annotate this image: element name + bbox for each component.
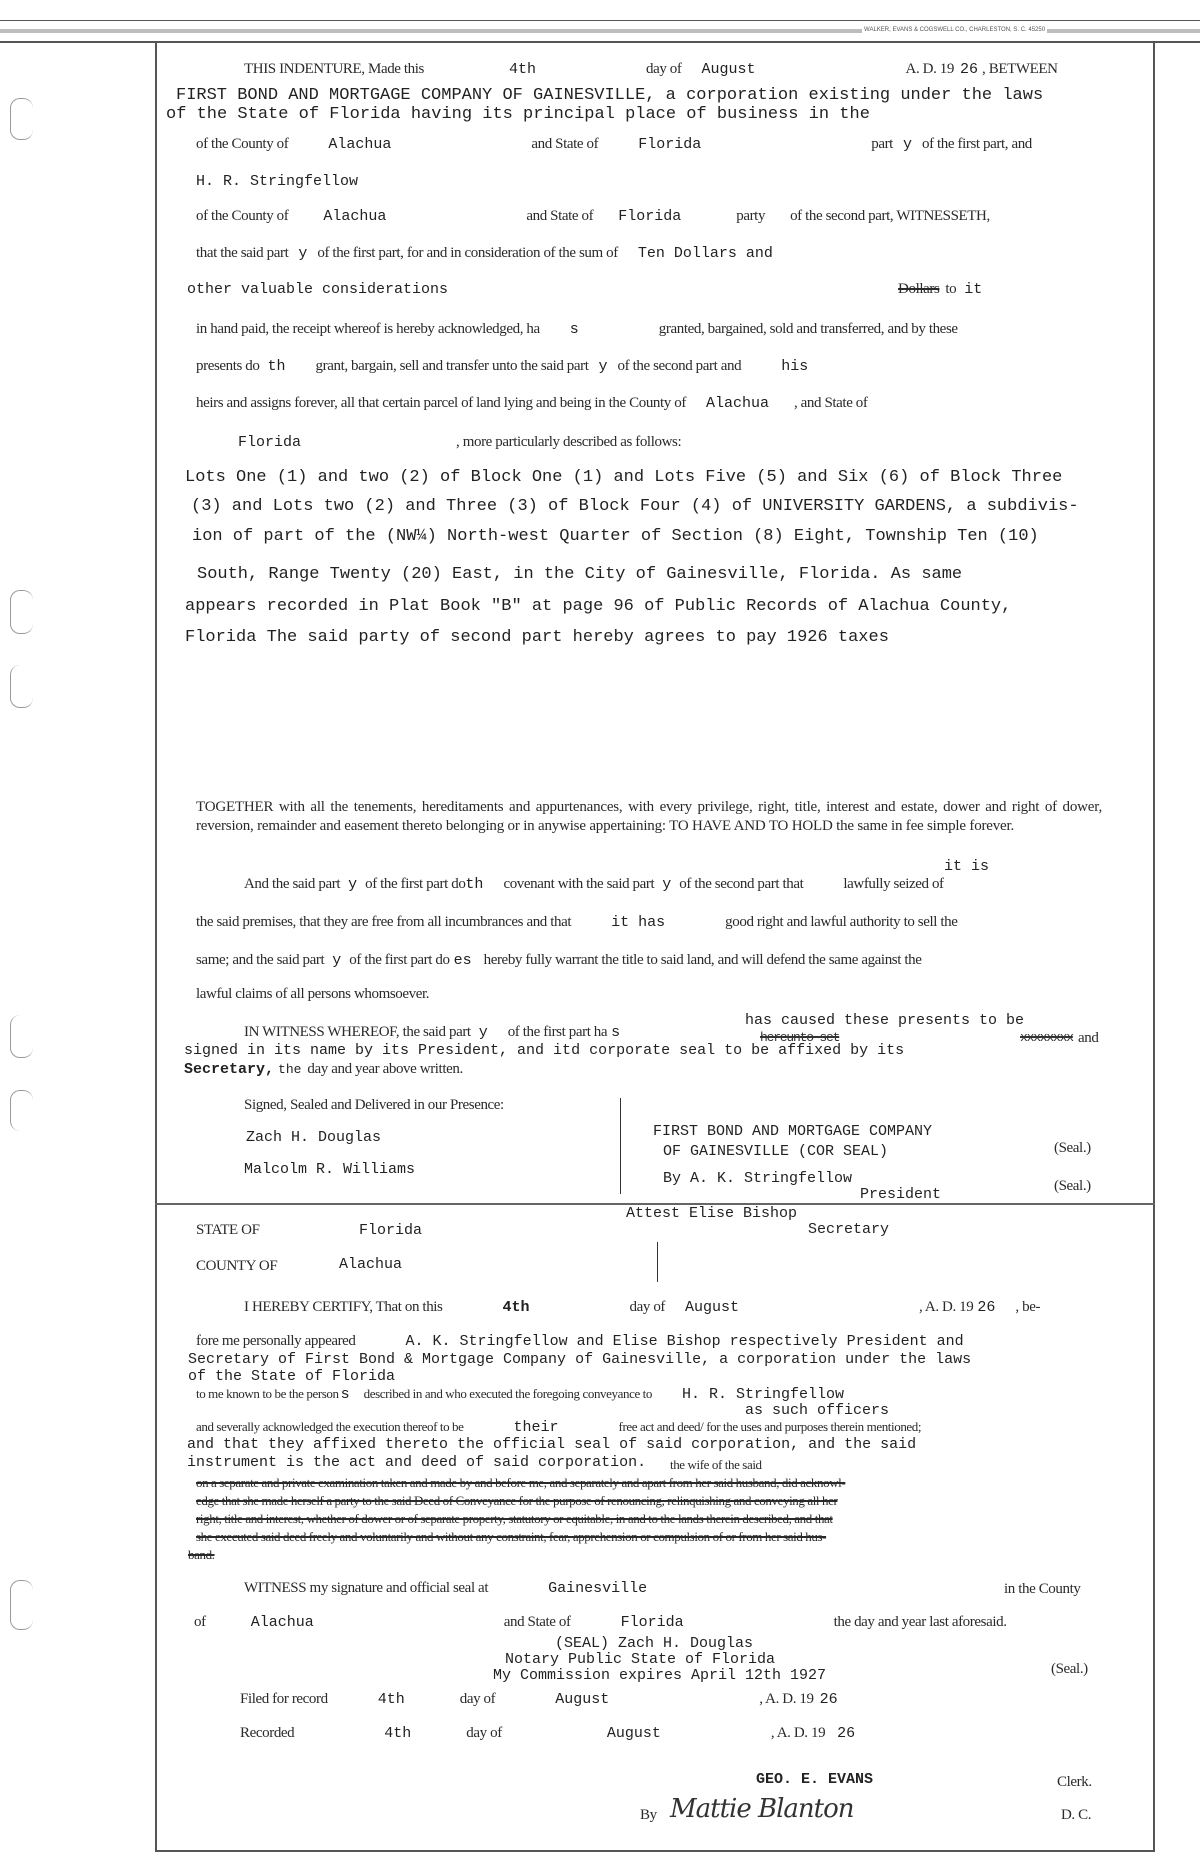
witness-whereof-text: day and year above written. — [307, 1061, 463, 1077]
struck-line: edge that she made herself a party to the said Deed of Conveyance for the purpose of renouncing, relinquishing and conveying all her — [196, 1493, 838, 1508]
ad-label: , A. D. 19 — [770, 1725, 826, 1741]
presence-label: Signed, Sealed and Delivered in our Presence: — [244, 1097, 504, 1113]
binder-hole-mark — [10, 590, 33, 634]
indenture-day: 4th — [508, 61, 536, 78]
ad-label: , A. D. 19 — [919, 1299, 974, 1315]
ack-day: 4th — [502, 1299, 530, 1316]
legal-line: Lots One (1) and two (2) of Block One (1) and Lots Five (5) and Six (6) of Block Three — [185, 468, 1063, 487]
state-of-label: and State of — [503, 1614, 571, 1630]
struck-line: on a separate and private examination taken and made by and before me, and separately and apart from her said husband, did acknowl- — [196, 1475, 846, 1490]
consideration-row — [196, 246, 773, 261]
consideration-text: of the first part, for and in consideration of the sum of — [317, 245, 618, 261]
secretary-typed: Secretary, — [184, 1061, 275, 1078]
day-of-label: day of — [459, 1691, 496, 1707]
recorded-year: 26 — [837, 1725, 856, 1742]
legal-line: ion of part of the (NW¼) North-west Quarter of Section (8) Eight, Township Ten (10) — [192, 527, 1039, 546]
part-label: part — [871, 136, 893, 152]
it-is-typed: it is — [944, 858, 990, 875]
and-state-of: , and State of — [793, 395, 868, 411]
known-text: to me known to be the person — [196, 1386, 339, 1401]
severally-row — [196, 1420, 921, 1435]
legal-line: (3) and Lots two (2) and Three (3) of Block Four (4) of UNIVERSITY GARDENS, a subdivis- — [191, 497, 1079, 516]
filed-year: 26 — [819, 1691, 838, 1708]
part-suffix: y — [298, 245, 308, 262]
it-has-typed: it has — [611, 914, 666, 931]
grant-unto: grant, bargain, sell and transfer unto the said part — [315, 358, 589, 374]
caused-typed: has caused these presents to be — [745, 1012, 1025, 1029]
struck-text: hereunto set — [760, 1030, 840, 1045]
has-suffix: s — [611, 1024, 621, 1041]
land-state: Florida — [238, 434, 302, 451]
attest-name: Attest Elise Bishop — [626, 1205, 798, 1222]
and-label: and — [1078, 1030, 1099, 1046]
part-suffix: y — [662, 876, 672, 893]
county-of-label: COUNTY OF — [196, 1258, 278, 1274]
covenant-row-2 — [196, 915, 958, 930]
bottom-border — [155, 1850, 1155, 1852]
described-text: described in and who executed the foregoing conveyance to — [363, 1386, 652, 1401]
left-border — [155, 42, 157, 1852]
deputy-signature: Mattie Blanton — [670, 1794, 854, 1824]
ack-month: August — [685, 1299, 740, 1316]
struck-line: right, title and interest, whether of dower or of separate property, statutory or equitable, in and to the lands therein described, and that — [196, 1511, 833, 1526]
certify-text: I HEREBY CERTIFY, That on this — [244, 1299, 443, 1315]
legal-line: Florida The said party of second part hereby agrees to pay 1926 taxes — [185, 628, 889, 647]
binder-hole-mark — [10, 1090, 33, 1131]
binder-hole-mark — [10, 98, 33, 140]
covenant-text: And the said part — [244, 876, 341, 892]
to-label: to — [945, 281, 957, 297]
granted-text: granted, bargained, sold and transferred, and by these — [658, 321, 958, 337]
notary-commission: My Commission expires April 12th 1927 — [493, 1667, 827, 1684]
secretary-row — [184, 1062, 463, 1077]
witness-whereof-text: of the first part ha — [507, 1024, 608, 1040]
recorded-month: August — [606, 1725, 661, 1742]
brace — [620, 1098, 621, 1194]
witness-whereof-row — [244, 1025, 620, 1040]
covenant-text: lawfully seized of — [843, 876, 944, 892]
covenant-text: lawful claims of all persons whomsoever. — [196, 986, 430, 1002]
his-typed: his — [781, 358, 809, 375]
witness-seal-row — [244, 1581, 647, 1596]
their-typed: their — [513, 1419, 559, 1436]
seal-label: (Seal.) — [1054, 1178, 1091, 1194]
day-of-label: day of — [646, 61, 682, 77]
doth-suffix: th — [465, 876, 484, 893]
binder-hole-mark — [10, 1580, 33, 1630]
presents-row — [196, 359, 808, 374]
top-rule-2 — [0, 41, 1200, 43]
by-label: By — [640, 1807, 657, 1823]
dc-label: D. C. — [1061, 1807, 1092, 1823]
state-of-label: and State of — [531, 136, 599, 152]
fore-me-text: fore me personally appeared — [196, 1333, 356, 1349]
notary-title: Notary Public State of Florida — [505, 1651, 776, 1668]
seal-label: (Seal.) — [1051, 1661, 1088, 1677]
sum-row — [187, 282, 982, 297]
struck-text: xxxxxxxx — [1020, 1030, 1073, 1045]
persons-suffix: s — [340, 1386, 350, 1403]
covenant-text: of the second part that — [679, 876, 804, 892]
binder-hole-mark — [10, 665, 33, 708]
dollars-struck: Dollars — [898, 281, 940, 297]
covenant-row-3 — [196, 953, 921, 968]
part-suffix: y — [598, 358, 608, 375]
indenture-month: August — [701, 61, 756, 78]
grantee-county-row — [196, 209, 990, 224]
appeared-typed: Secretary of First Bond & Mortgage Company of Gainesville, a corporation under the laws — [188, 1351, 972, 1368]
covenant-row-1 — [244, 877, 944, 892]
recorded-row — [240, 1726, 855, 1741]
signer-title: President — [860, 1186, 942, 1203]
heirs-row — [196, 396, 868, 411]
ack-year: 26 — [977, 1299, 996, 1316]
fore-me-row — [196, 1334, 964, 1349]
part-suffix: y — [478, 1024, 488, 1041]
described-as: , more particularly described as follows: — [456, 434, 682, 450]
grantor-county-row — [196, 137, 1032, 152]
signer-name: By A. K. Stringfellow — [663, 1170, 853, 1187]
printer-imprint: WALKER, EVANS & COGSWELL CO., CHARLESTON, S. C. 45250 — [864, 27, 1046, 33]
right-border — [1153, 42, 1155, 1852]
clerk-label: Clerk. — [1057, 1774, 1092, 1790]
brace — [657, 1242, 658, 1282]
notary-seal-name: (SEAL) Zach H. Douglas — [555, 1635, 754, 1652]
filed-month: August — [555, 1691, 610, 1708]
in-hand-paid: in hand paid, the receipt whereof is hereby acknowledged, ha — [196, 321, 540, 337]
ack-county: Alachua — [339, 1256, 403, 1273]
day-of-label: day of — [466, 1725, 502, 1741]
presents-do: presents do — [196, 358, 260, 374]
doth-suffix: th — [267, 358, 286, 375]
covenant-text: same; and the said part — [196, 952, 325, 968]
has-suffix: s — [569, 321, 579, 338]
grantor-line-1: FIRST BOND AND MORTGAGE COMPANY OF GAINESVILLE, a corporation existing under the laws — [176, 86, 1044, 105]
sum-line-1: Ten Dollars and — [637, 245, 773, 262]
ad-label: A. D. 19 — [905, 61, 954, 77]
covenant-text: of the first part do — [349, 952, 450, 968]
witness-1: Zach H. Douglas — [246, 1129, 382, 1146]
grantee-state: Florida — [618, 208, 682, 225]
be-label: , be- — [1015, 1299, 1041, 1315]
covenant-text: the said premises, that they are free from all incumbrances and that — [196, 914, 572, 930]
county-of-label: of the County of — [196, 208, 289, 224]
attest-title: Secretary — [808, 1221, 890, 1238]
free-act-text: free act and deed/ for the uses and purposes therein mentioned; — [618, 1419, 922, 1434]
company-line-1: FIRST BOND AND MORTGAGE COMPANY — [653, 1123, 933, 1140]
severally-text: and severally acknowledged the execution thereof to be — [196, 1419, 464, 1434]
legal-line: South, Range Twenty (20) East, in the City of Gainesville, Florida. As same — [197, 565, 963, 584]
filed-label: Filed for record — [240, 1691, 328, 1707]
does-suffix: es — [453, 952, 472, 969]
between-label: , BETWEEN — [982, 61, 1058, 77]
witness-text: WITNESS my signature and official seal at — [244, 1580, 489, 1596]
witness-whereof-text: IN WITNESS WHEREOF, the said part — [244, 1024, 471, 1040]
binder-hole-mark — [10, 1015, 33, 1058]
day-of-label: day of — [629, 1299, 666, 1315]
notary-state: Florida — [620, 1614, 684, 1631]
indenture-year: 26 — [960, 61, 979, 78]
filed-day: 4th — [377, 1691, 405, 1708]
struck-line: band. — [188, 1547, 215, 1562]
grantor-county: Alachua — [328, 136, 392, 153]
party-label: party — [736, 208, 766, 224]
indenture-date-row — [244, 62, 1058, 77]
company-line-2: OF GAINESVILLE (COR SEAL) — [663, 1143, 889, 1160]
second-part-and: of the second part and — [617, 358, 742, 374]
second-part-witnesseth: of the second part, WITNESSETH, — [790, 208, 990, 224]
land-state-row — [238, 435, 681, 450]
notary-county: Alachua — [250, 1614, 314, 1631]
filed-row — [240, 1692, 838, 1707]
last-aforesaid: the day and year last aforesaid. — [833, 1614, 1007, 1630]
struck-line: she executed said deed freely and voluntarily and without any constraint, fear, apprehension or compulsion of or from her said hus- — [196, 1529, 827, 1544]
part-suffix: y — [902, 136, 912, 153]
sum-line-2: other valuable considerations — [187, 281, 449, 298]
witness-2: Malcolm R. Williams — [244, 1161, 416, 1178]
recorded-day: 4th — [384, 1725, 412, 1742]
part-suffix: y — [348, 876, 358, 893]
ad-label: , A. D. 19 — [759, 1691, 814, 1707]
ack-state: Florida — [359, 1222, 423, 1239]
top-rule — [0, 20, 1200, 21]
grantor-line-2: of the State of Florida having its principal place of business in the — [166, 105, 870, 124]
instrument-typed: instrument is the act and deed of said corporation. — [187, 1454, 647, 1471]
ack-grantee: H. R. Stringfellow — [681, 1386, 845, 1403]
notary-place-row — [194, 1615, 1007, 1630]
appeared-typed: of the State of Florida — [188, 1368, 396, 1385]
in-county-label: in the County — [1004, 1581, 1081, 1597]
habendum-paragraph: TOGETHER with all the tenements, hereditaments and appurtenances, with every privilege, right, title, interest and estate, dower and right of dower, reversion, remainder and easement thereto belonging or in anywise appertaining: TO HAVE AND TO HOLD the same in fee simple forever. — [196, 799, 1102, 834]
covenant-text: good right and lawful authority to sell the — [725, 914, 958, 930]
indenture-intro: THIS INDENTURE, Made this — [244, 61, 424, 77]
grantor-state: Florida — [638, 136, 702, 153]
known-row — [196, 1387, 844, 1402]
certify-row — [244, 1300, 1040, 1315]
the-typed: the — [278, 1062, 302, 1077]
state-of-label: STATE OF — [196, 1222, 260, 1238]
part-suffix: y — [332, 952, 342, 969]
legal-line: appears recorded in Plat Book "B" at page 96 of Public Records of Alachua County, — [185, 597, 1012, 616]
state-of-label: and State of — [526, 208, 594, 224]
witness-place: Gainesville — [548, 1580, 648, 1597]
signing-typed: signed in its name by its President, and itd corporate seal to be affixed by its — [184, 1042, 905, 1059]
clerk-name: GEO. E. EVANS — [756, 1771, 874, 1788]
first-part-and: of the first part, and — [921, 136, 1032, 152]
covenant-text: of the first part do — [365, 876, 466, 892]
heirs-text: heirs and assigns forever, all that certain parcel of land lying and being in the County of — [196, 395, 686, 411]
hand-paid-row — [196, 322, 958, 337]
that-said-part: that the said part — [196, 245, 289, 261]
recorded-label: Recorded — [240, 1725, 295, 1741]
wife-of-text: the wife of the said — [670, 1457, 762, 1472]
county-of-label: of the County of — [196, 136, 289, 152]
appeared-typed: A. K. Stringfellow and Elise Bishop respectively President and — [405, 1333, 964, 1350]
of-label: of — [194, 1614, 206, 1630]
as-such-typed: as such officers — [745, 1402, 890, 1419]
covenant-text: covenant with the said part — [503, 876, 655, 892]
affixed-typed: and that they affixed thereto the official seal of said corporation, and the said — [187, 1436, 917, 1453]
covenant-text: hereby fully warrant the title to said land, and will defend the same against the — [483, 952, 922, 968]
land-county: Alachua — [705, 395, 769, 412]
seal-label: (Seal.) — [1054, 1140, 1091, 1156]
grantee-name: H. R. Stringfellow — [196, 173, 359, 190]
grantee-county: Alachua — [323, 208, 387, 225]
it-typed: it — [964, 281, 983, 298]
